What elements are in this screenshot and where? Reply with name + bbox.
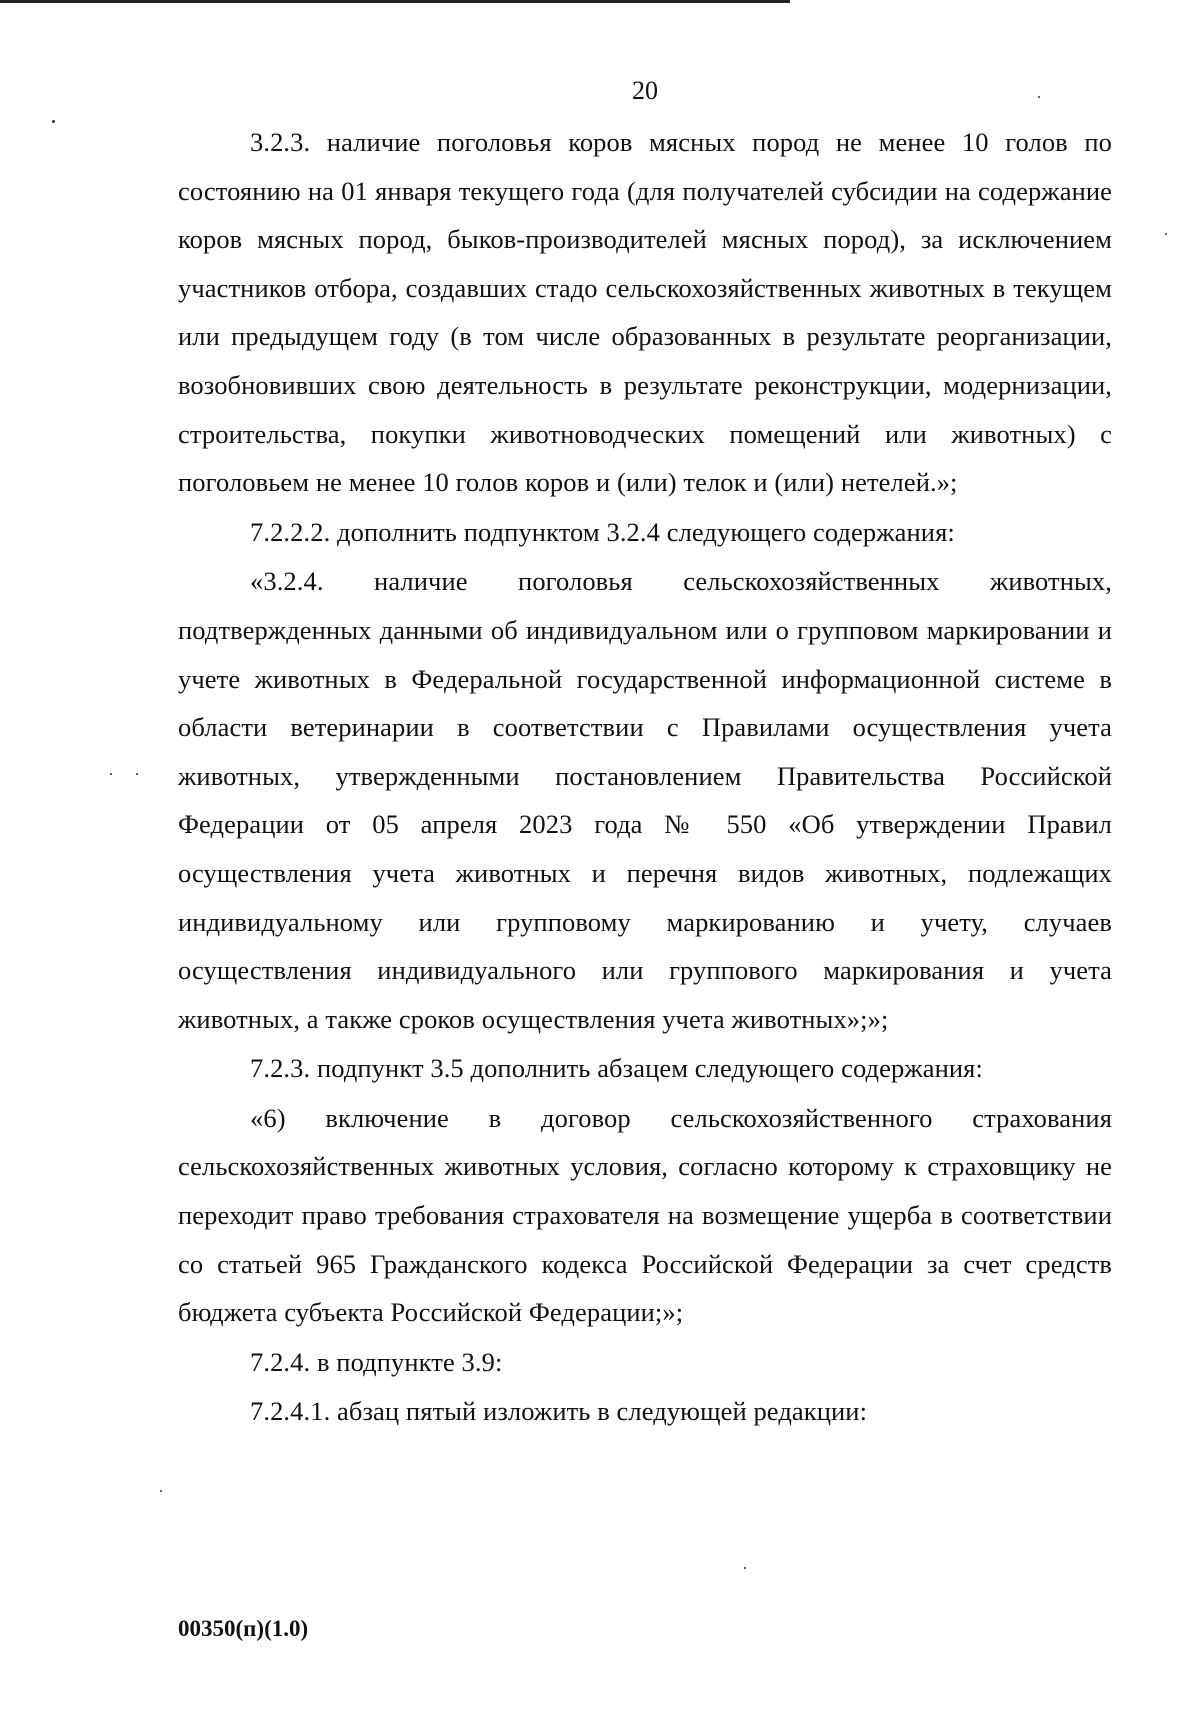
page-number: 20 <box>632 76 658 105</box>
scan-speck <box>160 1490 162 1492</box>
paragraph-7-2-2-2: 7.2.2.2. дополнить подпунктом 3.2.4 следующего содержания: <box>250 516 955 547</box>
paragraph-3-2-4: «3.2.4. наличие поголовья сельскохозяйственных животных, подтвержденных данными об индивидуальном или о групповом маркировании и учете животных в Федеральной государственной информационной системе в области ветеринарии в соответствии с Правилами осуществления учета животных, утвержденными постановлением Правительства Российской Федерации от 05 апреля 2023 года № 550 «Об утверждении Правил осуществления учета животных и перечня видов животных, подлежащих индивидуальному или групповому маркированию и учету, случаев осуществления индивидуального или группового маркирования и учета животных, а также сроков осуществления учета животных»;»; <box>178 566 1112 1034</box>
scan-speck <box>110 773 112 775</box>
paragraph-7-2-3: 7.2.3. подпункт 3.5 дополнить абзацем следующего содержания: <box>250 1053 983 1084</box>
paragraph-item-6: «6) включение в договор сельскохозяйственного страхования сельскохозяйственных животных условия, согласно которому к страховщику не переходит право требования страхователя на возмещение ущерба в соответствии со статьей 965 Гражданского кодекса Российской Федерации за счет средств бюджета субъекта Российской Федерации;»; <box>178 1102 1112 1328</box>
paragraph-7-2-4-1: 7.2.4.1. абзац пятый изложить в следующей редакции: <box>250 1396 868 1427</box>
scan-top-edge <box>0 0 790 3</box>
paragraph-3-2-3: 3.2.3. наличие поголовья коров мясных пород не менее 10 голов по состоянию на 01 января текущего года (для получателей субсидии на содержание коров мясных пород, быков-производителей мясных пород), за исключением участников отбора, создавших стадо сельскохозяйственных животных в текущем или предыдущем году (в том числе образованных в результате реорганизации, возобновивших свою деятельность в результате реконструкции, модернизации, строительства, покупки животноводческих помещений или животных) с поголовьем не менее 10 голов коров и (или) телок и (или) нетелей.»; <box>178 127 1112 498</box>
scan-speck <box>744 1567 746 1569</box>
scan-speck <box>52 120 55 123</box>
scan-speck <box>1165 233 1167 235</box>
paragraph-7-2-4: 7.2.4. в подпункте 3.9: <box>250 1346 503 1377</box>
scan-speck <box>136 773 138 775</box>
document-code: 00350(п)(1.0) <box>178 1616 309 1641</box>
scan-speck <box>1038 96 1040 98</box>
document-body <box>178 118 1112 1437</box>
